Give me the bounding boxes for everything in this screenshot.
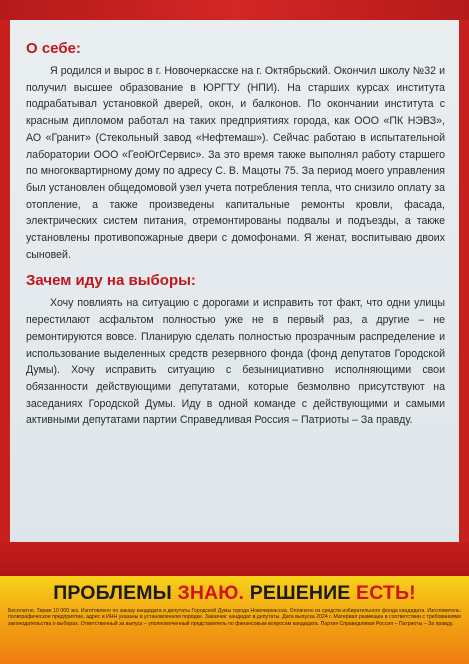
slogan-part-1: ПРОБЛЕМЫ [53,582,178,604]
content-panel [10,20,459,542]
bottom-red-band [0,542,469,576]
slogan-part-3: РЕШЕНИЕ [244,582,357,604]
fine-print: Бесплатно. Тираж 10 000 экз. Изготовлено по заказу кандидата в депутаты Городской Думы города Новочеркасска. Оплачено из средств избирательного фонда кандидата. Изготовитель: полиграфическое предприятие, адрес и ИНН указаны в установленном порядке. Заказчик: кандидат в депутаты. Дата выпуска 2024 г. Материал размещен в соответствии с требованиями законодательства о выборах. Ответственный за выпуск – уполномоченный представитель по финансовым вопросам кандидата. Партия Справедливая Россия – Патриоты – За правду. [8,608,461,627]
footer-banner [0,576,469,664]
slogan-part-4: ЕСТЬ! [356,582,416,604]
about-text: Я родился и вырос в г. Новочеркасске на г. Октябрьский. Окончил школу №32 и получил высшее образование в ЮРГТУ (НПИ). На старших курсах института подрабатывал установкой дверей, окон, и балконов. По окончании института с красным дипломом работал на таких предприятиях города, как ООО «ПК НЭВЗ», АО «Гранит» (Стекольный завод «Нефтемаш»). Сейчас работаю в испытательной лаборатории ООО «ГеоЮгСервис». За это время также выполнял работу старшего по многоквартирному дому по адресу С. В. Мацоты 75. За период моего управления был установлен общедомовой узел учета потребления тепла, что снизило оплату за отопление, а также произведены капитальные ремонты кровли, фасада, электрических систем питания, отремонтированы подвалы и подъезды, а также установлены противопожарные двери с домофонами. Я женат, воспитываю двоих сыновей. [26,65,445,261]
why-title: Зачем иду на выборы: [26,272,196,290]
slogan-part-2: ЗНАЮ. [177,582,245,604]
why-text: Хочу повлиять на ситуацию с дорогами и исправить тот факт, что одни улицы перестилают асфальтом полностью уже не в первый раз, а другие – не ремонтируются вовсе. Планирую сделать полностью прозрачным распределение и использование выделенных средств резервного фонда (фонд депутатов Городской Думы). Хочу исправить ситуацию с безынициативно исполняющими свои обязанности действующими депутатами, которые безмолвно присутствуют на заседаниях Городской Думы. Иду в одной команде с действующими и самыми активными депутатами партии Справедливая Россия – Патриоты – За правду. [26,297,445,427]
about-title: О себе: [26,40,81,57]
top-red-band [0,0,469,20]
slogan [8,582,461,604]
